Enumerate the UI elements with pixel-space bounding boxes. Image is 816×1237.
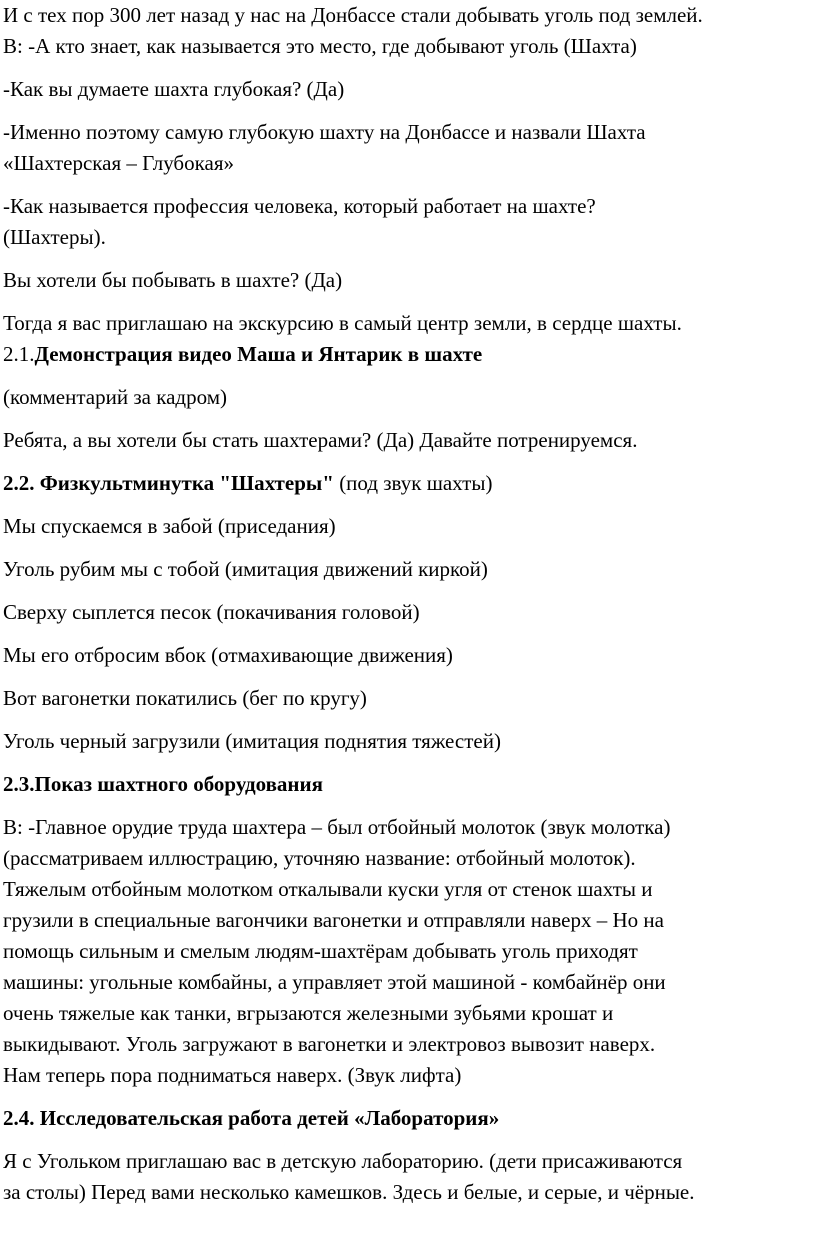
text-line: -Именно поэтому самую глубокую шахту на Донбассе и назвали Шахта — [3, 120, 646, 144]
text-line: -Как называется профессия человека, который работает на шахте? — [3, 194, 596, 218]
heading-bold: 2.2. Физкультминутка "Шахтеры" — [3, 471, 334, 495]
text-line: (комментарий за кадром) — [3, 385, 227, 409]
paragraph-laboratory — [3, 1146, 809, 1208]
text-line: Тогда я вас приглашаю на экскурсию в самый центр земли, в сердце шахты. — [3, 311, 682, 335]
paragraph-question-deep — [3, 74, 809, 105]
exercise-line: Мы его отбросим вбок (отмахивающие движения) — [3, 643, 453, 667]
text-line: (рассматриваем иллюстрацию, уточняю название: отбойный молоток). — [3, 846, 636, 870]
text-line: Тяжелым отбойным молотком откалывали куски угля от стенок шахты и — [3, 877, 653, 901]
text-line: грузили в специальные вагончики вагонетки и отправляли наверх – Но на — [3, 908, 664, 932]
exercise-line: Уголь рубим мы с тобой (имитация движений киркой) — [3, 557, 488, 581]
text-line: «Шахтерская – Глубокая» — [3, 151, 234, 175]
section-number: 2.1. — [3, 342, 35, 366]
section-heading-laboratory: 2.4. Исследовательская работа детей «Лаборатория» — [3, 1106, 500, 1130]
text-line: выкидывают. Уголь загружают в вагонетки и электровоз вывозит наверх. — [3, 1032, 656, 1056]
paragraph-intro — [3, 0, 809, 62]
text-line — [3, 339, 809, 370]
text-line: (Шахтеры). — [3, 225, 106, 249]
paragraph-equipment — [3, 812, 809, 1091]
exercise-line: Мы спускаемся в забой (приседания) — [3, 514, 336, 538]
text-line: очень тяжелые как танки, вгрызаются железными зубьями крошат и — [3, 1001, 614, 1025]
exercise-line: Сверху сыплется песок (покачивания головой) — [3, 600, 420, 624]
text-line: В: -А кто знает, как называется это место, где добывают уголь (Шахта) — [3, 34, 637, 58]
section-heading-equipment: 2.3.Показ шахтного оборудования — [3, 772, 323, 796]
text-line: Я с Угольком приглашаю вас в детскую лабораторию. (дети присаживаются — [3, 1149, 683, 1173]
paragraph-mine-name — [3, 117, 809, 179]
text-line: Нам теперь пора подниматься наверх. (Звук лифта) — [3, 1063, 462, 1087]
exercise-line: Уголь черный загрузили (имитация поднятия тяжестей) — [3, 729, 501, 753]
document-page — [3, 0, 809, 1208]
text-line: машины: угольные комбайны, а управляет этой машиной - комбайнёр они — [3, 970, 666, 994]
section-heading-physical — [3, 468, 809, 499]
heading-note: (под звук шахты) — [333, 471, 493, 495]
text-line — [3, 468, 809, 499]
paragraph-excursion — [3, 308, 809, 370]
text-line: помощь сильным и смелым людям-шахтёрам добывать уголь приходят — [3, 939, 638, 963]
paragraph-visit — [3, 265, 809, 296]
section-heading-video: Демонстрация видео Маша и Янтарик в шахте — [34, 342, 483, 366]
exercise-line: Вот вагонетки покатились (бег по кругу) — [3, 686, 367, 710]
text-line: за столы) Перед вами несколько камешков. Здесь и белые, и серые, и чёрные. — [3, 1180, 695, 1204]
text-line: Ребята, а вы хотели бы стать шахтерами? (Да) Давайте потренируемся. — [3, 428, 638, 452]
text-line: И с тех пор 300 лет назад у нас на Донбассе стали добывать уголь под землей. — [3, 3, 703, 27]
paragraph-profession — [3, 191, 809, 253]
paragraph-comment — [3, 382, 809, 413]
text-line: В: -Главное орудие труда шахтера – был отбойный молоток (звук молотка) — [3, 815, 671, 839]
text-line: -Как вы думаете шахта глубокая? (Да) — [3, 77, 345, 101]
paragraph-become-miners — [3, 425, 809, 456]
text-line: Вы хотели бы побывать в шахте? (Да) — [3, 268, 343, 292]
